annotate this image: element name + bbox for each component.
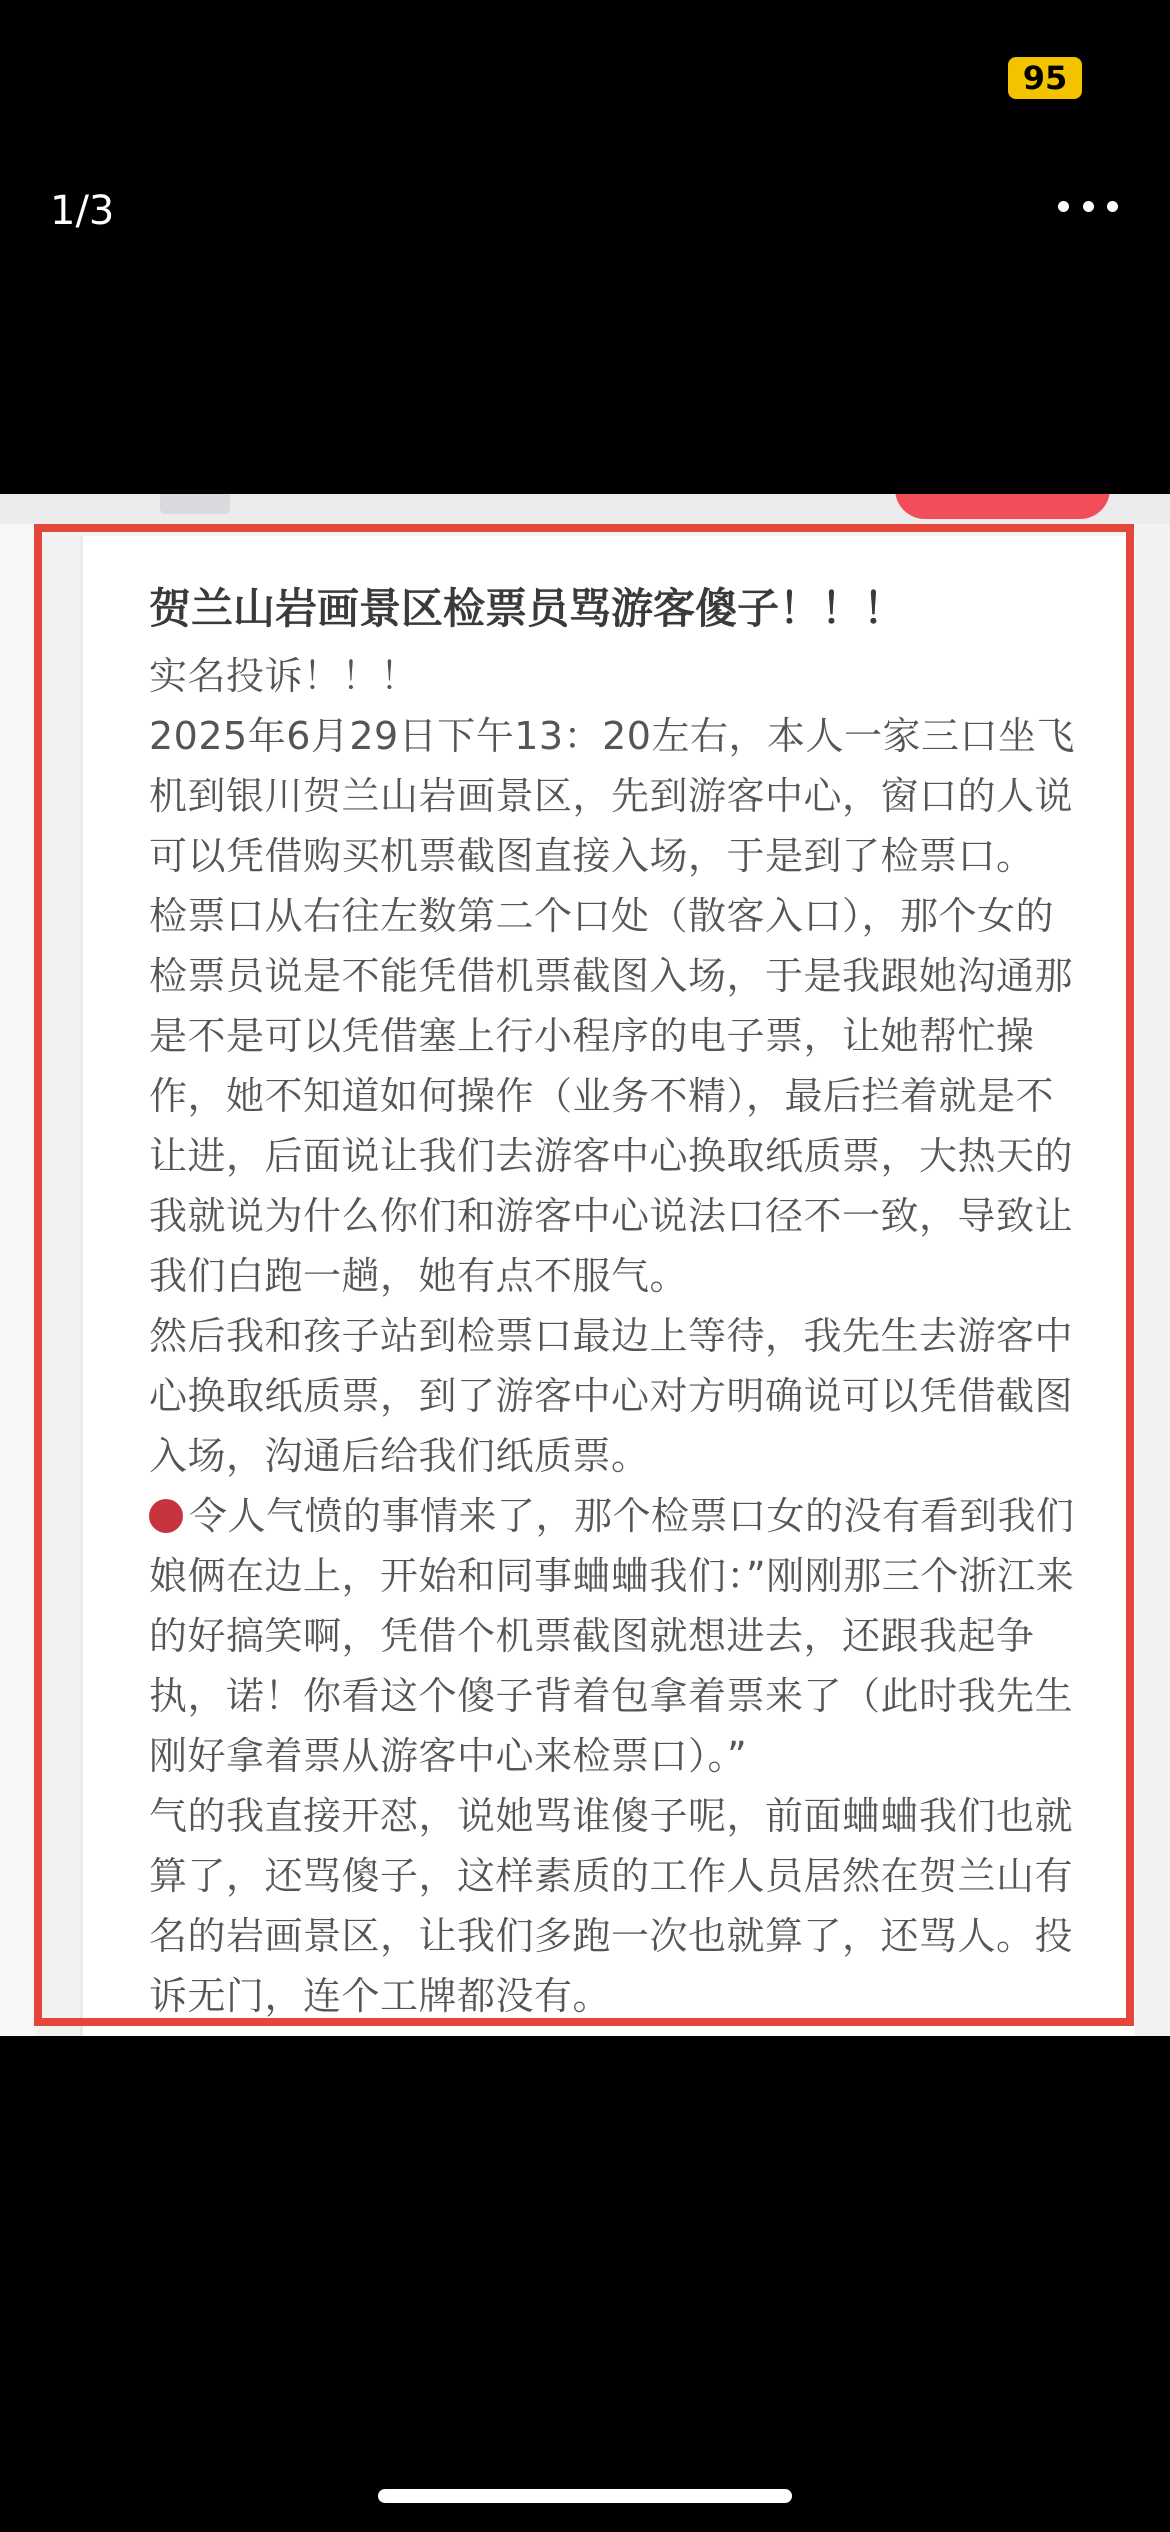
post-line: 让进，后面说让我们去游客中心换取纸质票，大热天的 xyxy=(149,1134,1074,1178)
post-line: 作，她不知道如何操作（业务不精），最后拦着就是不 xyxy=(149,1074,1055,1118)
more-dots-icon[interactable] xyxy=(1058,199,1118,213)
image-counter: 1/3 xyxy=(50,188,115,234)
home-indicator[interactable] xyxy=(378,2489,792,2503)
post-line: 实名投诉！！！ xyxy=(149,654,419,698)
post-line: 娘俩在边上，开始和同事蛐蛐我们：”刚刚那三个浙江来 xyxy=(149,1554,1075,1598)
avatar xyxy=(160,494,230,514)
post-line: 入场，沟通后给我们纸质票。 xyxy=(149,1434,650,1478)
post-line: 心换取纸质票，到了游客中心对方明确说可以凭借截图 xyxy=(149,1374,1074,1418)
post-line: 机到银川贺兰山岩画景区，先到游客中心，窗口的人说 xyxy=(149,774,1074,818)
angry-face-icon xyxy=(149,1499,183,1533)
post-line: 名的岩画景区，让我们多跑一次也就算了，还骂人。投 xyxy=(149,1914,1074,1958)
post-card xyxy=(80,536,1135,2036)
post-line: 是不是可以凭借塞上行小程序的电子票，让她帮忙操 xyxy=(149,1014,1035,1058)
post-title: 贺兰山岩画景区检票员骂游客傻子！！！ xyxy=(149,584,906,633)
post-line: 2025年6月29日下午13：20左右，本人一家三口坐飞 xyxy=(149,714,1075,758)
follow-button-fragment xyxy=(895,494,1110,519)
post-line: 检票口从右往左数第二个口处（散客入口），那个女的 xyxy=(149,894,1055,938)
post-body xyxy=(149,646,1135,2026)
post-line: 我就说为什么你们和游客中心说法口径不一致，导致让 xyxy=(149,1194,1074,1238)
post-line: 然后我和孩子站到检票口最边上等待，我先生去游客中 xyxy=(149,1314,1074,1358)
post-line: 执，诺！你看这个傻子背着包拿着票来了（此时我先生 xyxy=(149,1674,1074,1718)
post-line: 算了，还骂傻子，这样素质的工作人员居然在贺兰山有 xyxy=(149,1854,1074,1898)
post-line: 检票员说是不能凭借机票截图入场，于是我跟她沟通那 xyxy=(149,954,1074,998)
post-line: 刚好拿着票从游客中心来检票口）。” xyxy=(149,1734,748,1778)
post-line: 气的我直接开怼，说她骂谁傻子呢，前面蛐蛐我们也就 xyxy=(149,1794,1074,1838)
battery-badge: 95 xyxy=(1008,57,1082,99)
post-line: 的好搞笑啊，凭借个机票截图就想进去，还跟我起争 xyxy=(149,1614,1035,1658)
post-line-emoji xyxy=(149,1486,1135,1546)
left-gutter xyxy=(0,524,36,2036)
post-line-text: 令人气愤的事情来了，那个检票口女的没有看到我们 xyxy=(189,1494,1075,1538)
screenshot-image xyxy=(0,494,1170,2036)
post-line: 我们白跑一趟，她有点不服气。 xyxy=(149,1254,689,1298)
post-line: 诉无门，连个工牌都没有。 xyxy=(149,1974,612,2018)
post-line: 可以凭借购买机票截图直接入场，于是到了检票口。 xyxy=(149,834,1035,878)
